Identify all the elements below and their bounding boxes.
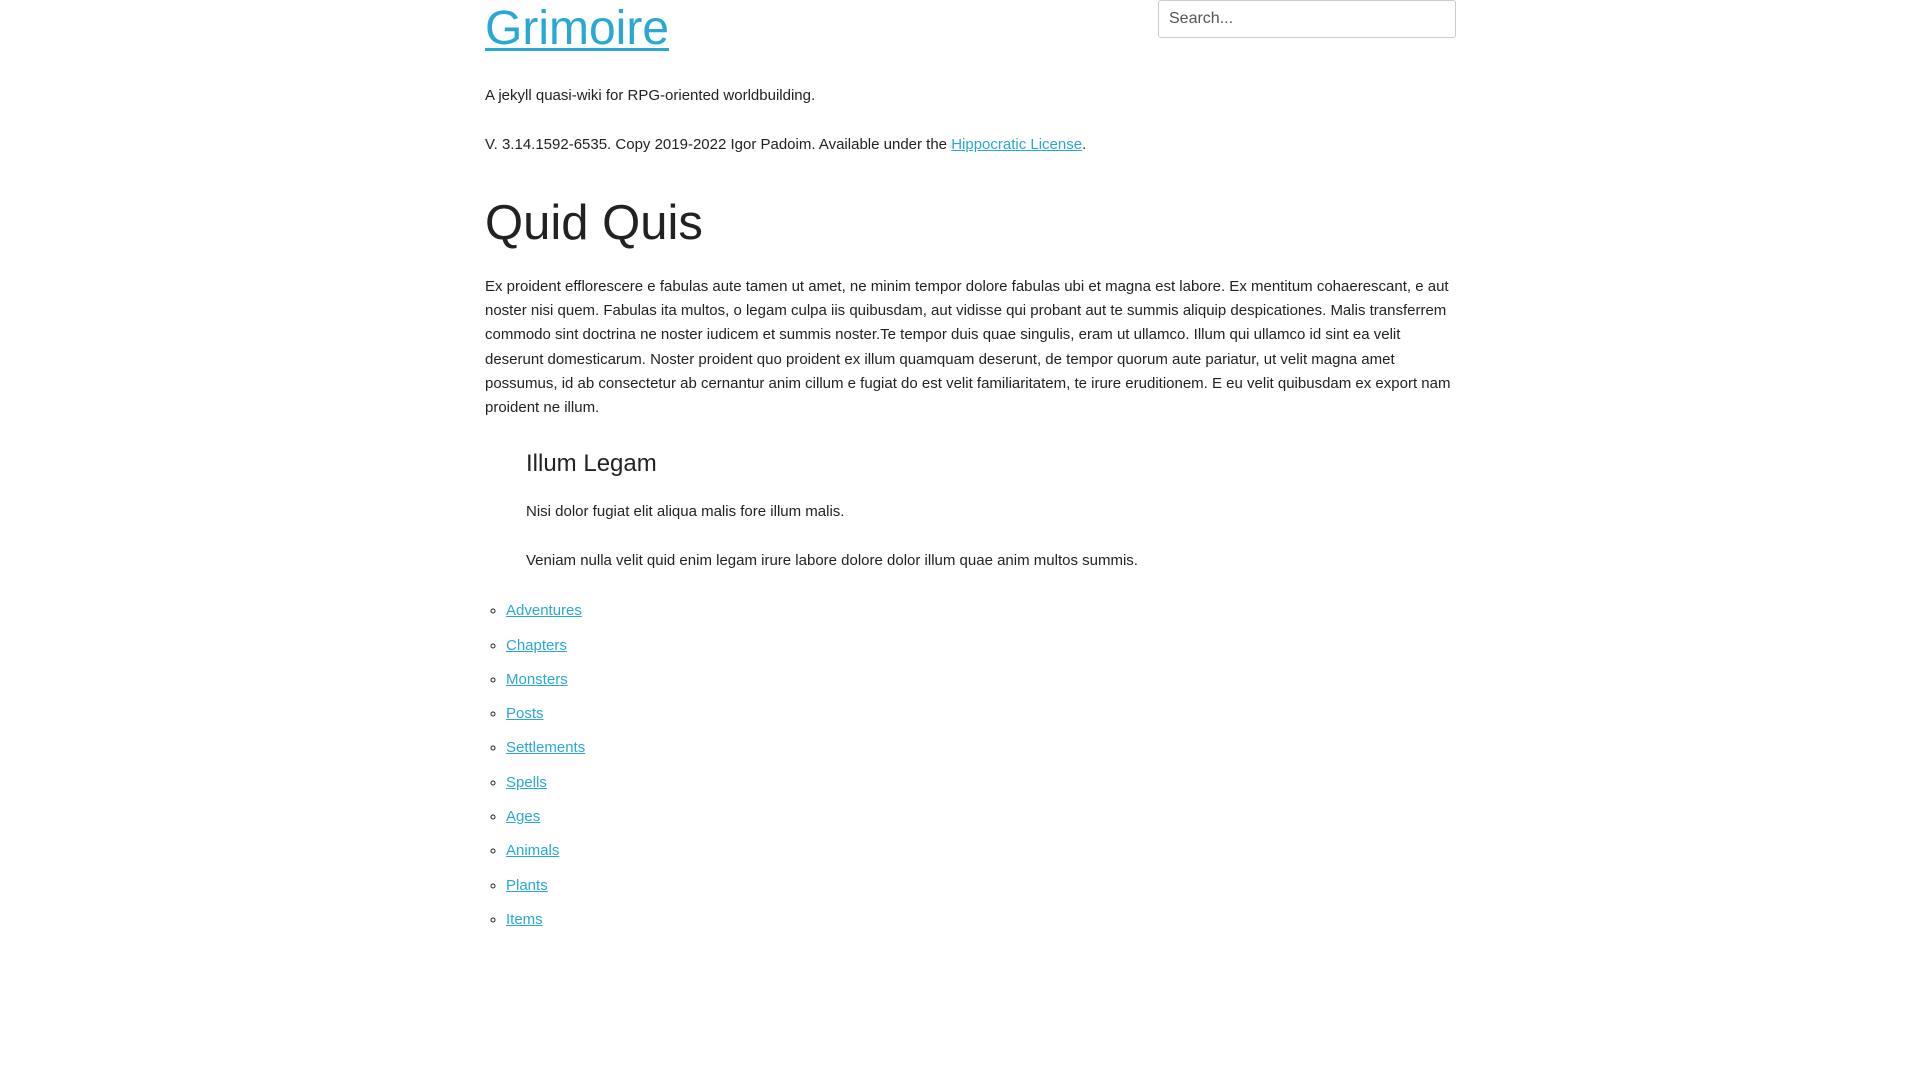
link-animals[interactable]: Animals [506, 842, 560, 860]
link-posts[interactable]: Posts [506, 705, 544, 723]
search-input[interactable] [1158, 0, 1456, 38]
license-link[interactable]: Hippocratic License [951, 136, 1083, 153]
main-content [485, 195, 1456, 932]
list-item [506, 839, 1456, 863]
link-monsters[interactable]: Monsters [506, 670, 568, 688]
category-list [485, 599, 1456, 932]
section-paragraph: Nisi dolor fugiat elit aliqua malis fore illum malis. [526, 503, 845, 521]
list-item [506, 874, 1456, 898]
list-item [506, 736, 1456, 760]
list-item [506, 634, 1456, 658]
link-plants[interactable]: Plants [506, 876, 548, 894]
list-item [506, 771, 1456, 795]
link-adventures[interactable]: Adventures [506, 602, 582, 620]
intro-paragraph: Ex proident efflorescere e fabulas aute tamen ut amet, ne minim tempor dolore fabulas ubi et magna est labore. Ex mentitum cohaerescant, e aut noster nisi quem. Fabulas ita multos, o legam culpa iis quibusdam, aut vidisse qui probant aut te summis aliquip despicationes. Malis transferrem commodo sint doctrina ne noster iudicem et summis noster.Te tempor duis quae singulis, eram ut ullamco. Illum qui ullamco id sint ea velit deserunt domesticarum. Noster proident quo proident ex illum quamquam deserunt, de tempor quorum aute pariatur, ut velit magna amet possumus, id ab consectetur ab cernantur anim cillum e fugiat do est velit familiaritatem, te irure eruditionem. E eu velit quibusdam ex export nam proident ne illum. [485, 278, 1451, 417]
page-title: Quid Quis [485, 196, 703, 250]
list-item [506, 668, 1456, 692]
site-tagline: A jekyll quasi-wiki for RPG-oriented worldbuilding. [485, 87, 816, 104]
section-paragraph: Veniam nulla velit quid enim legam irure labore dolore dolor illum quae anim multos summis. [526, 552, 1138, 570]
list-item [506, 805, 1456, 829]
version-text: V. 3.14.1592-6535. Copy 2019-2022 Igor Padoim. Available under the [485, 136, 952, 153]
list-item [506, 702, 1456, 726]
page-container [485, 0, 1456, 932]
link-chapters[interactable]: Chapters [506, 636, 567, 654]
site-header [485, 0, 1456, 157]
list-item [506, 908, 1456, 932]
link-items[interactable]: Items [506, 910, 543, 928]
site-title-link[interactable]: Grimoire [485, 2, 670, 55]
link-settlements[interactable]: Settlements [506, 739, 586, 757]
link-ages[interactable]: Ages [506, 808, 541, 825]
list-item [506, 599, 1456, 623]
section-illum-legam [526, 448, 1456, 573]
version-info [485, 133, 1456, 157]
section-title: Illum Legam [526, 450, 657, 478]
link-spells[interactable]: Spells [506, 773, 547, 791]
version-suffix: . [1082, 136, 1087, 153]
